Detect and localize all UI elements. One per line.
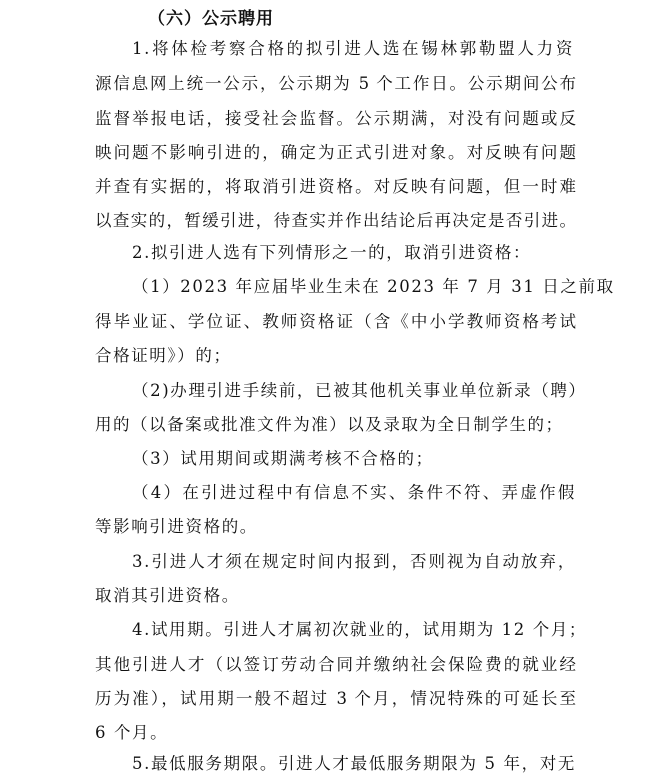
- paragraph-line: 用的（以备案或批准文件为准）以及录取为全日制学生的；: [95, 415, 562, 434]
- paragraph-line: 得毕业证、学位证、教师资格证（含《中小学教师资格考试: [95, 312, 576, 331]
- paragraph-line: （2)办理引进手续前，已被其他机关事业单位新录（聘）: [132, 381, 587, 400]
- paragraph-line: （1）2023 年应届毕业生未在 2023 年 7 月 31 日之前取: [132, 277, 615, 296]
- paragraph-line: 取消其引进资格。: [95, 586, 240, 605]
- paragraph-line: 2.拟引进人选有下列情形之一的，取消引进资格：: [132, 243, 532, 262]
- paragraph-line: 5.最低服务期限。引进人才最低服务期限为 5 年，对无: [132, 754, 576, 773]
- paragraph-line: 以查实的，暂缓引进，待查实并作出结论后再决定是否引进。: [95, 211, 576, 230]
- paragraph-line: 源信息网上统一公示，公示期为 5 个工作日。公示期间公布: [95, 74, 576, 93]
- section-heading: （六）公示聘用: [148, 9, 274, 29]
- paragraph-line: 历为准），试用期一般不超过 3 个月，情况特殊的可延长至: [95, 689, 576, 708]
- paragraph-line: （3）试用期间或期满考核不合格的；: [132, 449, 434, 468]
- paragraph-line: 其他引进人才（以签订劳动合同并缴纳社会保险费的就业经: [95, 655, 576, 674]
- paragraph-line: 4.试用期。引进人才属初次就业的，试用期为 12 个月；: [132, 620, 588, 639]
- paragraph-line: 等影响引进资格的。: [95, 517, 258, 536]
- paragraph-line: 6 个月。: [95, 723, 169, 742]
- paragraph-line: 1.将体检考察合格的拟引进人选在锡林郭勒盟人力资: [132, 39, 574, 58]
- paragraph-line: 合格证明》）的；: [95, 346, 232, 365]
- paragraph-line: 并查有实据的，将取消引进资格。对反映有问题，但一时难: [95, 177, 576, 196]
- paragraph-line: 3.引进人才须在规定时间内报到，否则视为自动放弃，: [132, 552, 576, 571]
- paragraph-line: 映问题不影响引进的，确定为正式引进对象。对反映有问题: [95, 143, 576, 162]
- paragraph-line: 监督举报电话，接受社会监督。公示期满，对没有问题或反: [95, 109, 576, 128]
- paragraph-line: （4）在引进过程中有信息不实、条件不符、弄虚作假: [132, 483, 576, 502]
